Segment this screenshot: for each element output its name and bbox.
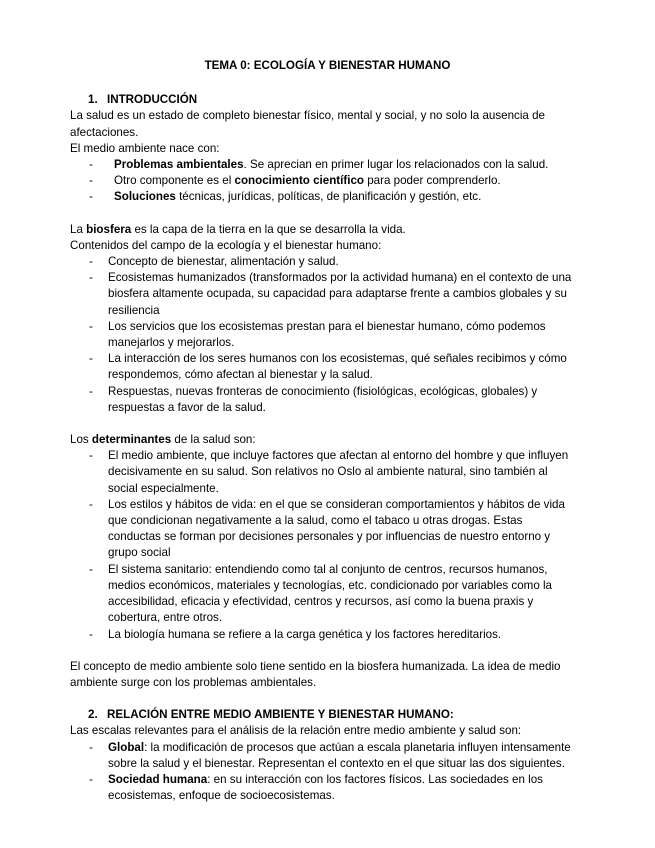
list-item: - El medio ambiente, que incluye factores que afectan al entorno del hombre y que influyen decisivamente en su salud. Son relativos no Oslo al ambiente natural, sino también al social especialmente. xyxy=(89,449,569,495)
medio-ambiente-list xyxy=(70,157,573,206)
contenidos-list xyxy=(70,254,573,416)
section-1-heading xyxy=(70,92,573,108)
section-number: 2. xyxy=(88,708,98,722)
medio-ambiente-lead: El medio ambiente nace con: xyxy=(70,141,220,155)
list-item: - Concepto de bienestar, alimentación y salud. xyxy=(89,255,339,269)
biosfera-definition: La biosfera es la capa de la tierra en la que se desarrolla la vida. xyxy=(70,222,406,236)
list-item: - Los estilos y hábitos de vida: en el que se consideran comportamientos y hábitos de vida que condicionan negativamente a la salud, como el tabaco u otras drogas. Estas conductas se forman por decisiones personales y por influencias de nuestro entorno y grupo social xyxy=(89,497,565,560)
section-2-heading xyxy=(70,707,573,723)
escalas-lead: Las escalas relevantes para el análisis de la relación entre medio ambiente y salud son: xyxy=(70,724,522,738)
list-item: - El sistema sanitario: entendiendo como tal al conjunto de centros, recursos humanos, medios económicos, materiales y tecnologías, etc. condicionado por variables como la accesibilidad, eficacia y efectividad, centros y recursos, así como la buena praxis y cobertura, entre otros. xyxy=(89,562,553,625)
list-item: - Soluciones técnicas, jurídicas, políticas, de planificación y gestión, etc. xyxy=(89,190,482,204)
list-item: - Problemas ambientales. Se aprecian en primer lugar los relacionados con la salud. xyxy=(89,158,549,172)
section-title: INTRODUCCIÓN xyxy=(107,93,198,107)
escalas-list xyxy=(70,740,573,805)
section-title: RELACIÓN ENTRE MEDIO AMBIENTE Y BIENESTAR HUMANO: xyxy=(107,708,454,722)
section-number: 1. xyxy=(88,93,98,107)
determinantes-lead: Los determinantes de la salud son: xyxy=(70,433,256,447)
list-item: - Ecosistemas humanizados (transformados por la actividad humana) en el contexto de una biosfera altamente ocupada, su capacidad para adaptarse frente a cambios globales y su resiliencia xyxy=(89,271,572,317)
list-item: - Los servicios que los ecosistemas prestan para el bienestar humano, cómo podemos manejarlos y mejorarlos. xyxy=(89,319,546,350)
health-definition: La salud es un estado de completo bienestar físico, mental y social, y no solo la ausencia de afectaciones. xyxy=(70,109,545,139)
list-item: - Otro componente es el conocimiento científico para poder comprenderlo. xyxy=(89,174,501,188)
contenidos-lead: Contenidos del campo de la ecología y el bienestar humano: xyxy=(70,238,382,252)
list-item: - La interacción de los seres humanos con los ecosistemas, qué señales recibimos y cómo respondemos, cómo afectan al bienestar y la salud. xyxy=(89,352,567,382)
list-item: - Sociedad humana: en su interacción con los factores físicos. Las sociedades en los ecosistemas, enfoque de socioecosistemas. xyxy=(89,772,543,803)
list-item: - Global: la modificación de procesos que actúan a escala planetaria influyen intensamente sobre la salud y el bienestar. Representan el contexto en el que situar las dos siguientes. xyxy=(89,740,571,770)
document-title: TEMA 0: ECOLOGÍA Y BIENESTAR HUMANO xyxy=(204,59,451,72)
medio-ambiente-concept: El concepto de medio ambiente solo tiene sentido en la biosfera humanizada. La idea de medio ambiente surge con los problemas ambientales. xyxy=(70,659,561,689)
list-item: - La biología humana se refiere a la carga genética y los factores hereditarios. xyxy=(89,627,502,641)
list-item: - Respuestas, nuevas fronteras de conocimiento (fisiológicas, ecológicas, globales) y respuestas a favor de la salud. xyxy=(89,384,538,414)
determinantes-list xyxy=(70,448,573,642)
